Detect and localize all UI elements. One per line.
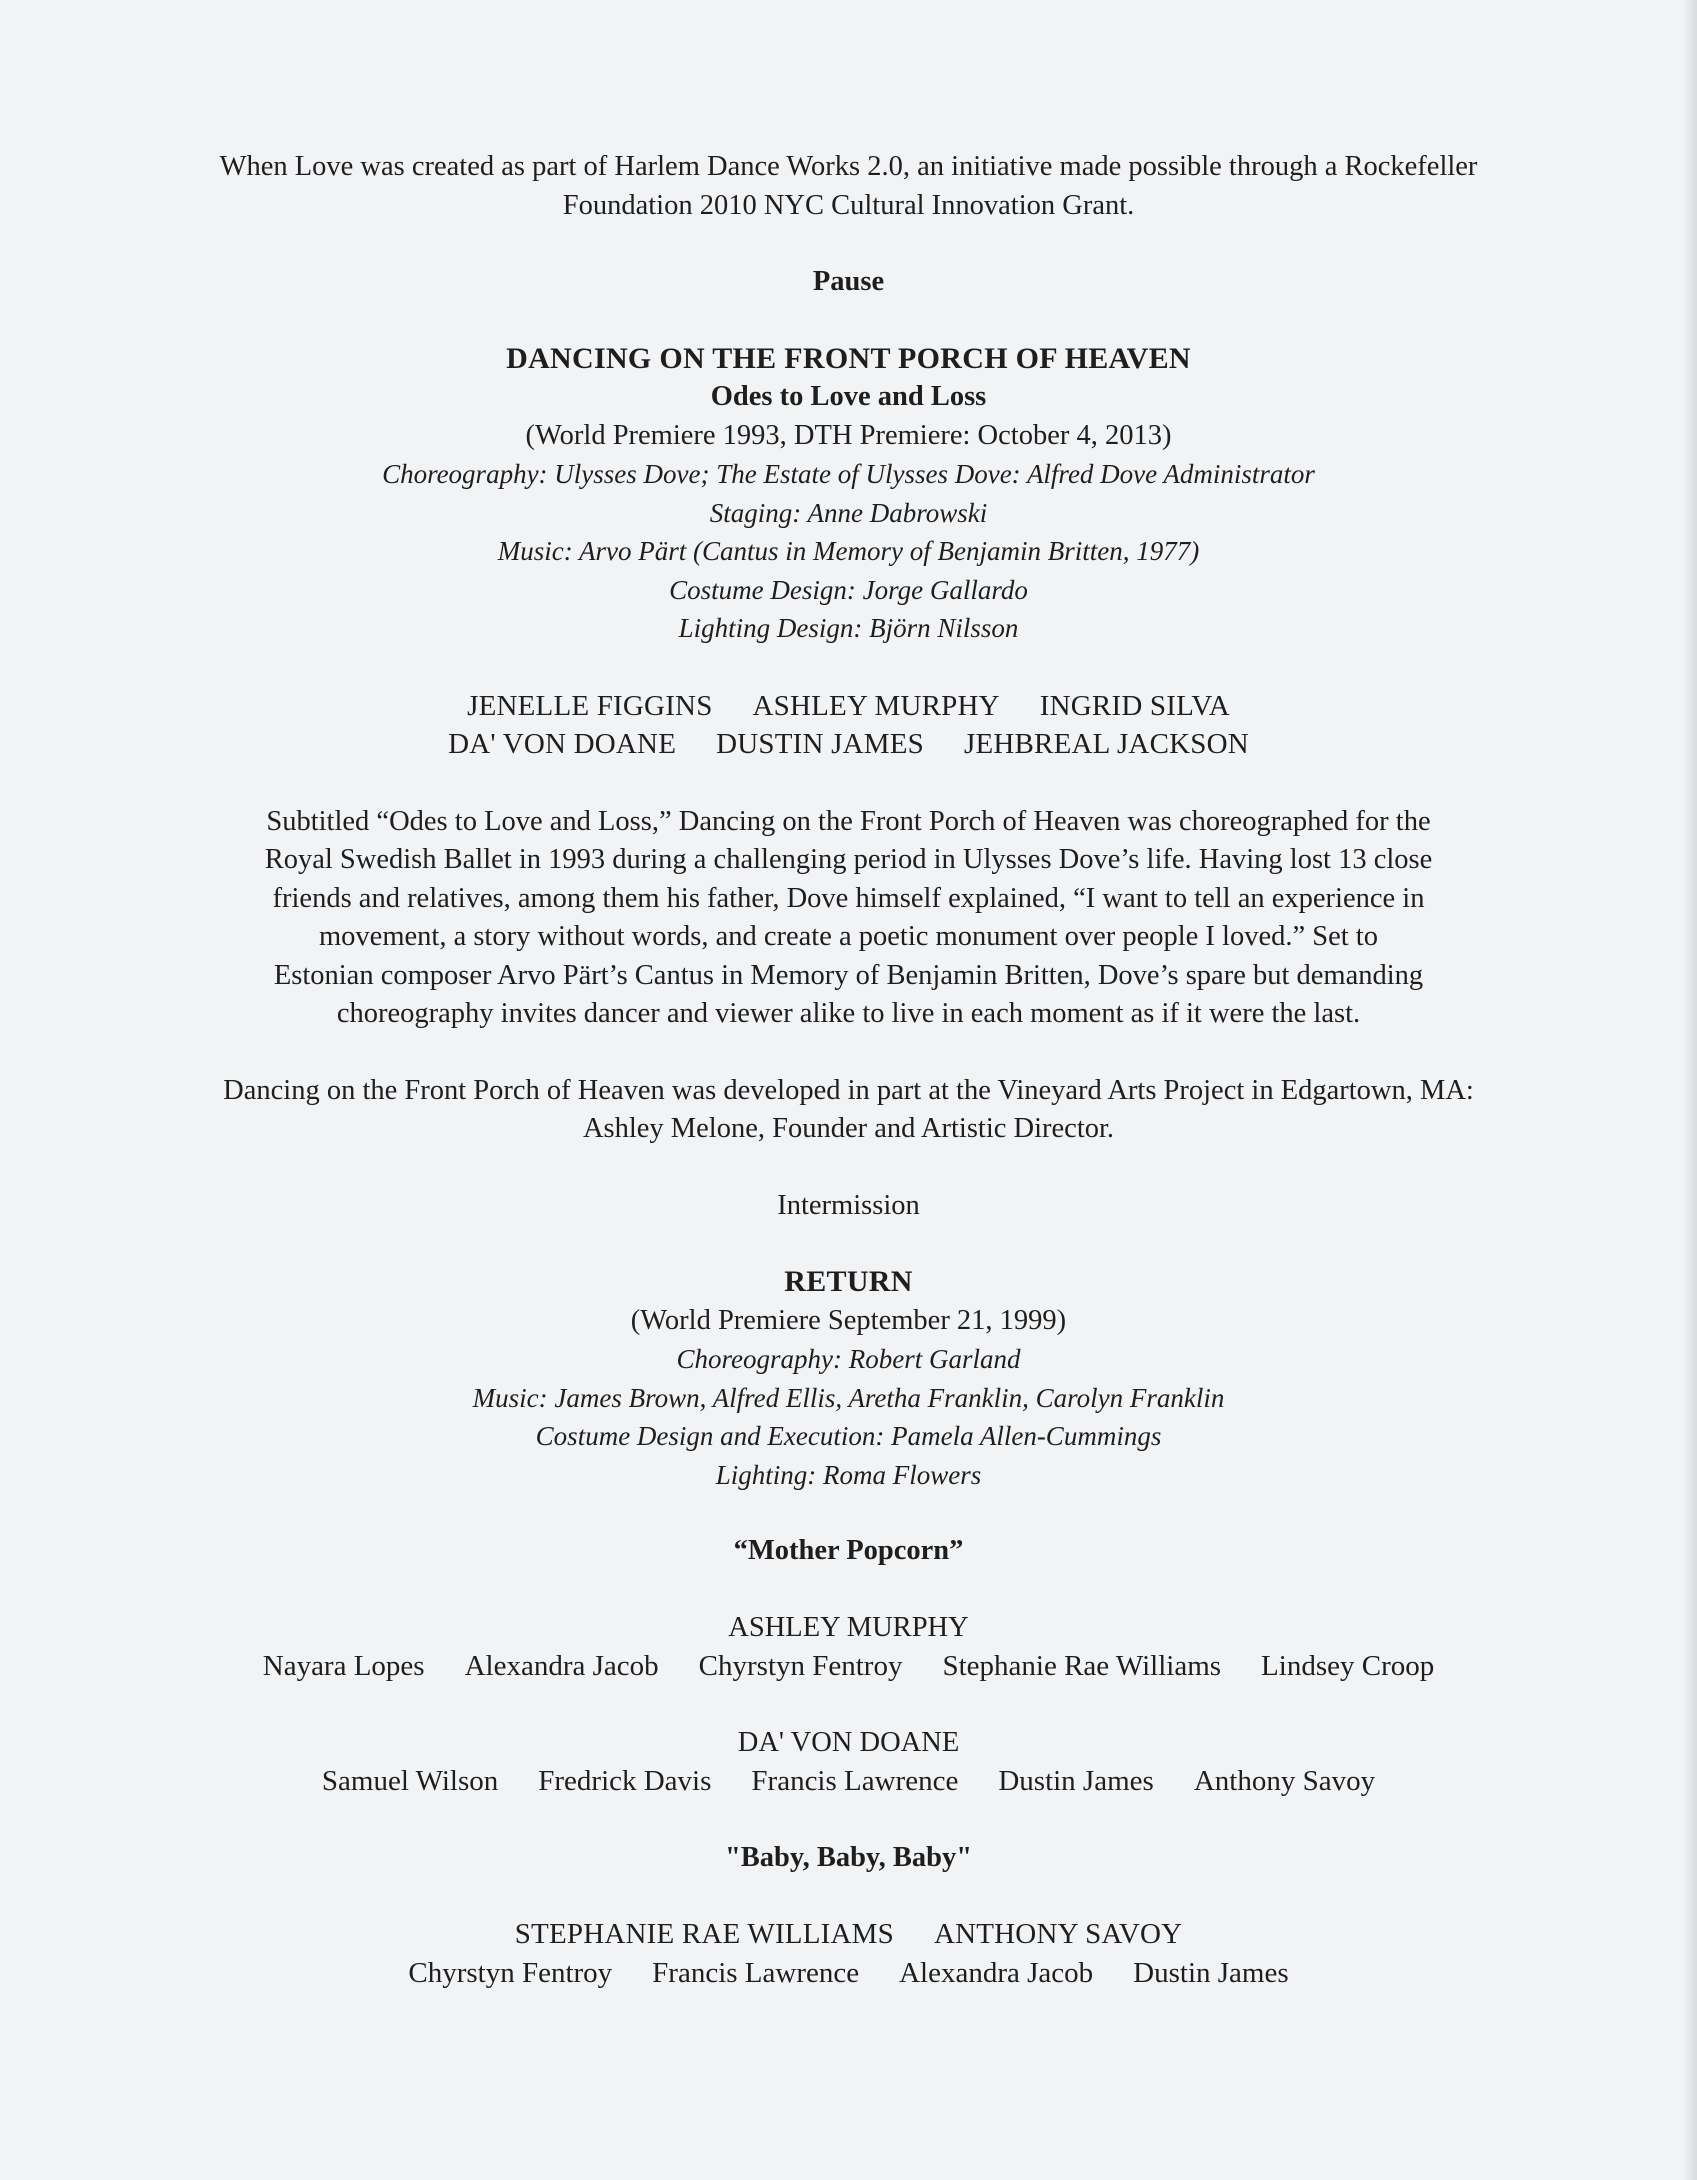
development-note [0,1072,1697,1149]
credit-staging: Staging: Anne Dabrowski [709,497,988,528]
ensemble-row [0,1954,1697,1993]
cast-row [0,687,1697,726]
lead-row [0,1915,1697,1954]
ensemble-member: Dustin James [998,1765,1154,1797]
description-line: Subtitled “Odes to Love and Loss,” Dancing on the Front Porch of Heaven was choreographed for the [266,805,1431,837]
dancing-section [0,340,1697,1149]
credit-costume: Costume Design: Jorge Gallardo [669,574,1028,605]
intermission-label: Intermission [777,1189,920,1221]
development-line: Ashley Melone, Founder and Artistic Director. [582,1113,1115,1144]
ensemble-member: Francis Lawrence [751,1765,959,1797]
ensemble-member: Alexandra Jacob [899,1956,1094,1989]
cast-member: ASHLEY MURPHY [752,689,1000,722]
ensemble-member: Nayara Lopes [262,1650,425,1682]
ensemble-member: Alexandra Jacob [464,1650,659,1682]
lead-dancer: ANTHONY SAVOY [933,1918,1183,1950]
ensemble-member: Dustin James [1133,1956,1289,1989]
description-line: Royal Swedish Ballet in 1993 during a challenging period in Ulysses Dove’s life. Having lost 13 close [264,844,1433,875]
premiere-info: (World Premiere 1993, DTH Premiere: October 4, 2013) [525,419,1172,451]
lead-dancer: STEPHANIE RAE WILLIAMS [514,1918,894,1950]
premiere-info: (World Premiere September 21, 1999) [630,1304,1067,1336]
piece-description [0,803,1697,1034]
description-line: friends and relatives, among them his father, Dove himself explained, “I want to tell an experience in [272,882,1425,914]
ensemble-member: Fredrick Davis [538,1765,712,1797]
credit-music: Music: James Brown, Alfred Ellis, Aretha Franklin, Carolyn Franklin [472,1382,1225,1413]
intro-line: Foundation 2010 NYC Cultural Innovation Grant. [562,189,1135,221]
ensemble-member: Samuel Wilson [321,1765,499,1797]
cast-member: JEHBREAL JACKSON [963,728,1249,760]
development-line: Dancing on the Front Porch of Heaven was developed in part at the Vineyard Arts Project in Edgartown, MA: [223,1074,1474,1106]
credit-lighting: Lighting: Roma Flowers [715,1459,982,1490]
credit-music: Music: Arvo Pärt (Cantus in Memory of Benjamin Britten, 1977) [497,536,1200,566]
lead-dancer: ASHLEY MURPHY [728,1611,969,1643]
section-title: "Baby, Baby, Baby" [724,1841,973,1873]
credits-list [0,1340,1697,1494]
intro-note [0,148,1697,225]
ensemble-member: Stephanie Rae Williams [942,1650,1222,1682]
cast-row [0,725,1697,764]
credit-costume: Costume Design and Execution: Pamela Allen-Cummings [535,1421,1162,1451]
return-section [0,1263,1697,1992]
lead-dancer: DA' VON DOANE [737,1726,960,1758]
ensemble-member: Chyrstyn Fentroy [698,1650,903,1682]
piece-title: RETURN [784,1265,913,1298]
ensemble-member: Chyrstyn Fentroy [408,1956,613,1989]
credits-list [0,455,1697,648]
pause-label: Pause [812,266,885,297]
credit-choreography: Choreography: Ulysses Dove; The Estate of Ulysses Dove: Alfred Dove Administrator [382,459,1315,489]
ensemble-member: Anthony Savoy [1193,1765,1376,1797]
ensemble-member: Francis Lawrence [652,1956,860,1989]
page-edge-shadow [1683,0,1697,2180]
description-line: Estonian composer Arvo Pärt’s Cantus in Memory of Benjamin Britten, Dove’s spare but demanding [273,959,1424,991]
cast-member: INGRID SILVA [1039,689,1230,722]
description-line: movement, a story without words, and create a poetic monument over people I loved.” Set to [319,921,1378,952]
intro-line: When Love was created as part of Harlem Dance Works 2.0, an initiative made possible through a Rockefeller [219,151,1478,182]
piece-title: DANCING ON THE FRONT PORCH OF HEAVEN [506,341,1191,375]
cast-member: DUSTIN JAMES [716,728,924,760]
description-line: choreography invites dancer and viewer alike to live in each moment as if it were the last. [336,998,1361,1029]
section-title: “Mother Popcorn” [733,1535,964,1566]
ensemble-member: Lindsey Croop [1261,1650,1435,1682]
credit-choreography: Choreography: Robert Garland [676,1344,1021,1374]
ensemble-row [0,1762,1697,1801]
cast-member: DA' VON DOANE [448,728,677,760]
credit-lighting: Lighting Design: Björn Nilsson [678,613,1019,643]
piece-subtitle: Odes to Love and Loss [710,381,987,412]
ensemble-row [0,1647,1697,1686]
cast-member: JENELLE FIGGINS [467,689,713,722]
